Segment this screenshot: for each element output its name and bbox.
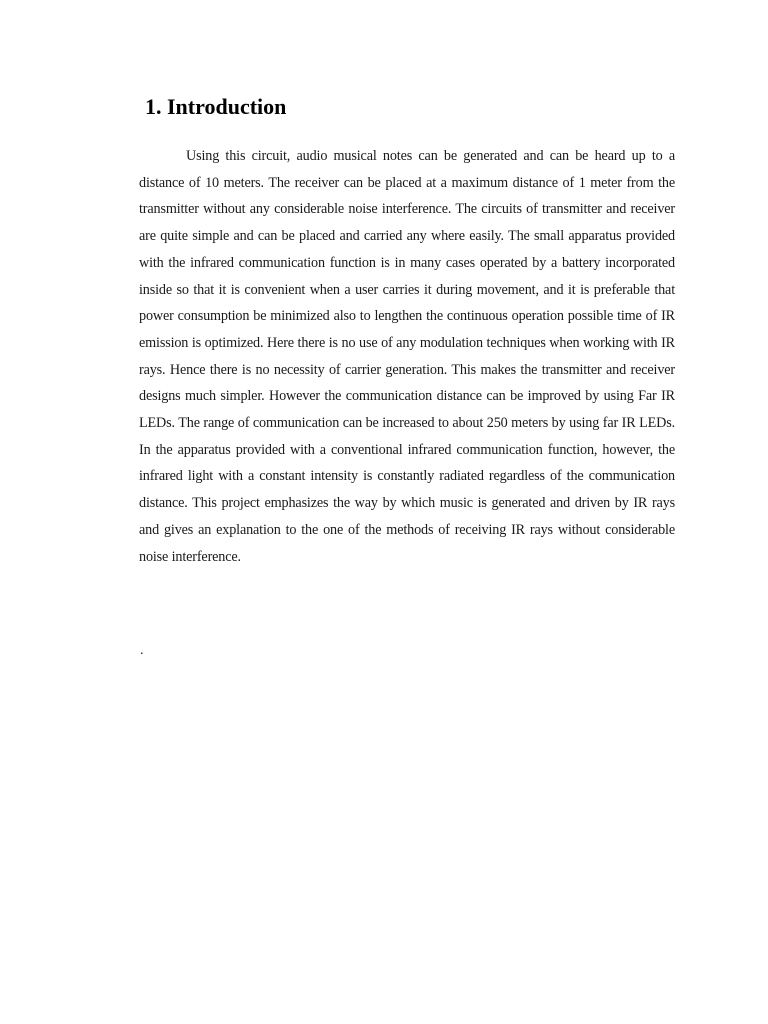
section-heading: 1. Introduction	[145, 94, 287, 119]
introduction-paragraph: Using this circuit, audio musical notes can be generated and can be heard up to a distance of 10 meters. The receiver can be placed at a maximum distance of 1 meter from the transmitter without any considerable noise interference. The circuits of transmitter and receiver are quite simple and can be placed and carried any where easily. The small apparatus provided with the infrared communication function is in many cases operated by a battery incorporated inside so that it is convenient when a user carries it during movement, and it is preferable that power consumption be minimized also to lengthen the continuous operation possible time of IR emission is optimized. Here there is no use of any modulation techniques when working with IR rays. Hence there is no necessity of carrier generation. This makes the transmitter and receiver designs much simpler. However the communication distance can be improved by using Far IR LEDs. The range of communication can be increased to about 250 meters by using far IR LEDs. In the apparatus provided with a conventional infrared communication function, however, the infrared light with a constant intensity is constantly radiated regardless of the communication distance. This project emphasizes the way by which music is generated and driven by IR rays and gives an explanation to the one of the methods of receiving IR rays without considerable noise interference.	[139, 148, 675, 565]
trailing-period: .	[140, 643, 144, 658]
